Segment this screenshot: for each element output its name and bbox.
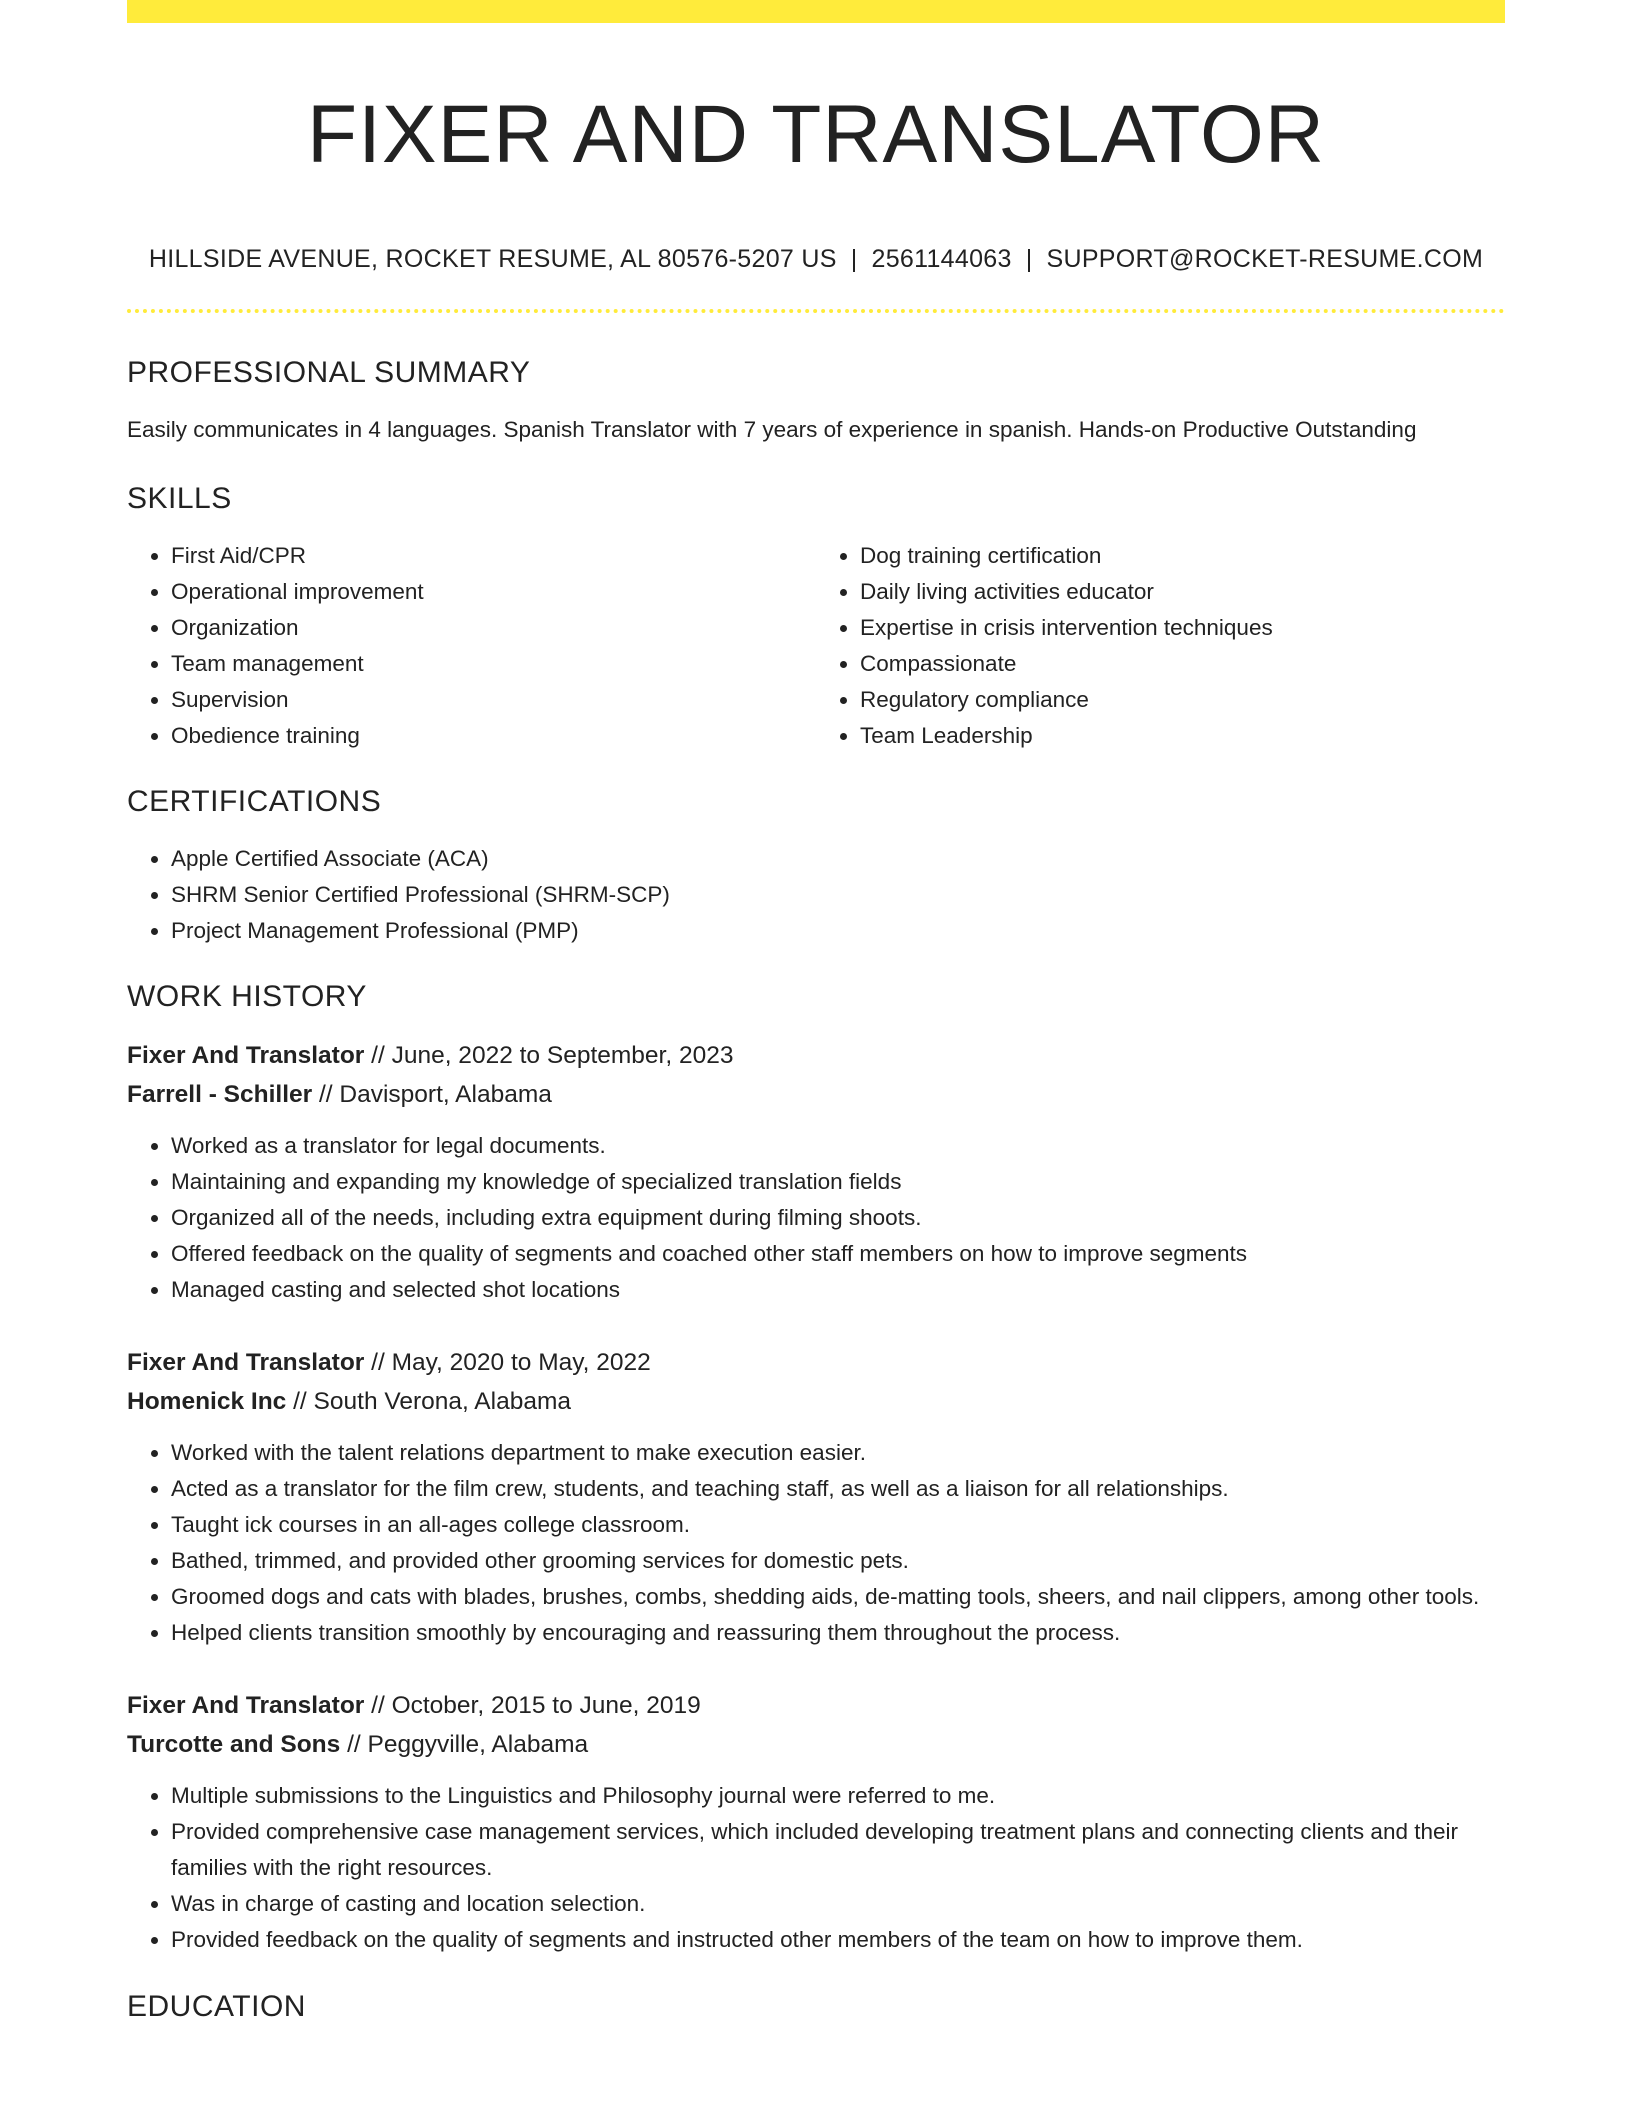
job-dates: // June, 2022 to September, 2023: [364, 1042, 734, 1069]
skills-list-right: [816, 538, 1505, 754]
job-bullet: • Groomed dogs and cats with blades, brushes, combs, shedding aids, de-matting tools, sheers, and nail clippers, among other tools.: [171, 1579, 1505, 1615]
skill-item: • Team management: [171, 646, 816, 682]
section-title-certifications: CERTIFICATIONS: [127, 785, 382, 818]
job-bullet: • Bathed, trimmed, and provided other grooming services for domestic pets.: [171, 1543, 1505, 1579]
certification-item: • Apple Certified Associate (ACA): [171, 841, 1505, 877]
job-bullet: • Taught ick courses in an all-ages college classroom.: [171, 1507, 1505, 1543]
contact-phone: 2561144063: [871, 245, 1012, 273]
job-location: // South Verona, Alabama: [286, 1388, 571, 1415]
job-bullet: • Worked as a translator for legal documents.: [171, 1128, 1505, 1164]
contact-line: [127, 243, 1505, 275]
job-bullets: [127, 1435, 1505, 1651]
skill-item: • First Aid/CPR: [171, 538, 816, 574]
skill-item: • Obedience training: [171, 718, 816, 754]
section-title-summary: PROFESSIONAL SUMMARY: [127, 356, 531, 389]
job-bullets: [127, 1778, 1505, 1958]
skill-item: • Operational improvement: [171, 574, 816, 610]
job-company: Farrell - Schiller: [127, 1081, 313, 1108]
job-bullet: • Provided comprehensive case management services, which included developing treatment plans and connecting clients and their families with the right resources.: [171, 1814, 1505, 1886]
job-title-line: [127, 1036, 1505, 1075]
section-title-work-history: WORK HISTORY: [127, 980, 367, 1013]
job-bullet: • Worked with the talent relations department to make execution easier.: [171, 1435, 1505, 1471]
skill-item: • Organization: [171, 610, 816, 646]
skill-item: • Supervision: [171, 682, 816, 718]
section-title-education: EDUCATION: [127, 1990, 306, 2023]
summary-text: Easily communicates in 4 languages. Spanish Translator with 7 years of experience in spanish. Hands-on Productive Outstanding: [127, 417, 1417, 442]
job-role: Fixer And Translator: [127, 1692, 365, 1719]
skill-item: • Team Leadership: [860, 718, 1505, 754]
job-location: // Peggyville, Alabama: [340, 1731, 589, 1758]
job-bullet: • Offered feedback on the quality of segments and coached other staff members on how to improve segments: [171, 1236, 1505, 1272]
job-dates: // May, 2020 to May, 2022: [364, 1349, 651, 1376]
dotted-divider: [127, 309, 1505, 313]
job-company-line: [127, 1382, 1505, 1421]
work-history-jobs: [127, 1036, 1505, 1958]
job-entry: [127, 1686, 1505, 1958]
job-bullet: • Organized all of the needs, including extra equipment during filming shoots.: [171, 1200, 1505, 1236]
skill-item: • Dog training certification: [860, 538, 1505, 574]
job-entry: [127, 1036, 1505, 1308]
job-company: Homenick Inc: [127, 1388, 287, 1415]
job-dates: // October, 2015 to June, 2019: [364, 1692, 701, 1719]
job-title-line: [127, 1343, 1505, 1382]
contact-separator: |: [850, 245, 858, 273]
job-bullet: • Managed casting and selected shot locations: [171, 1272, 1505, 1308]
job-location: // Davisport, Alabama: [312, 1081, 552, 1108]
job-role: Fixer And Translator: [127, 1349, 365, 1376]
certification-item: • SHRM Senior Certified Professional (SHRM-SCP): [171, 877, 1505, 913]
job-bullet: • Helped clients transition smoothly by encouraging and reassuring them throughout the process.: [171, 1615, 1505, 1651]
job-bullet: • Maintaining and expanding my knowledge of specialized translation fields: [171, 1164, 1505, 1200]
skill-item: • Regulatory compliance: [860, 682, 1505, 718]
job-title-line: [127, 1686, 1505, 1725]
job-role: Fixer And Translator: [127, 1042, 365, 1069]
skill-item: • Expertise in crisis intervention techniques: [860, 610, 1505, 646]
section-title-skills: SKILLS: [127, 482, 232, 515]
certifications-list: [127, 841, 1505, 949]
skill-item: • Compassionate: [860, 646, 1505, 682]
contact-separator: |: [1025, 245, 1033, 273]
accent-top-bar: [127, 0, 1505, 23]
job-entry: [127, 1343, 1505, 1651]
job-bullet: • Was in charge of casting and location selection.: [171, 1886, 1505, 1922]
resume-name: FIXER AND TRANSLATOR: [307, 89, 1325, 180]
job-bullet: • Provided feedback on the quality of segments and instructed other members of the team on how to improve them.: [171, 1922, 1505, 1958]
contact-address: HILLSIDE AVENUE, ROCKET RESUME, AL 80576-5207 US: [148, 245, 837, 273]
skills-list-left: [127, 538, 816, 754]
job-company-line: [127, 1725, 1505, 1764]
certification-item: • Project Management Professional (PMP): [171, 913, 1505, 949]
skill-item: • Daily living activities educator: [860, 574, 1505, 610]
skills-grid: [127, 538, 1505, 754]
job-bullets: [127, 1128, 1505, 1308]
job-company: Turcotte and Sons: [127, 1731, 341, 1758]
resume-page: [127, 0, 1505, 2025]
contact-email[interactable]: SUPPORT@ROCKET-RESUME.COM: [1046, 245, 1484, 273]
job-bullet: • Multiple submissions to the Linguistics and Philosophy journal were referred to me.: [171, 1778, 1505, 1814]
job-company-line: [127, 1075, 1505, 1114]
job-bullet: • Acted as a translator for the film crew, students, and teaching staff, as well as a liaison for all relationships.: [171, 1471, 1505, 1507]
